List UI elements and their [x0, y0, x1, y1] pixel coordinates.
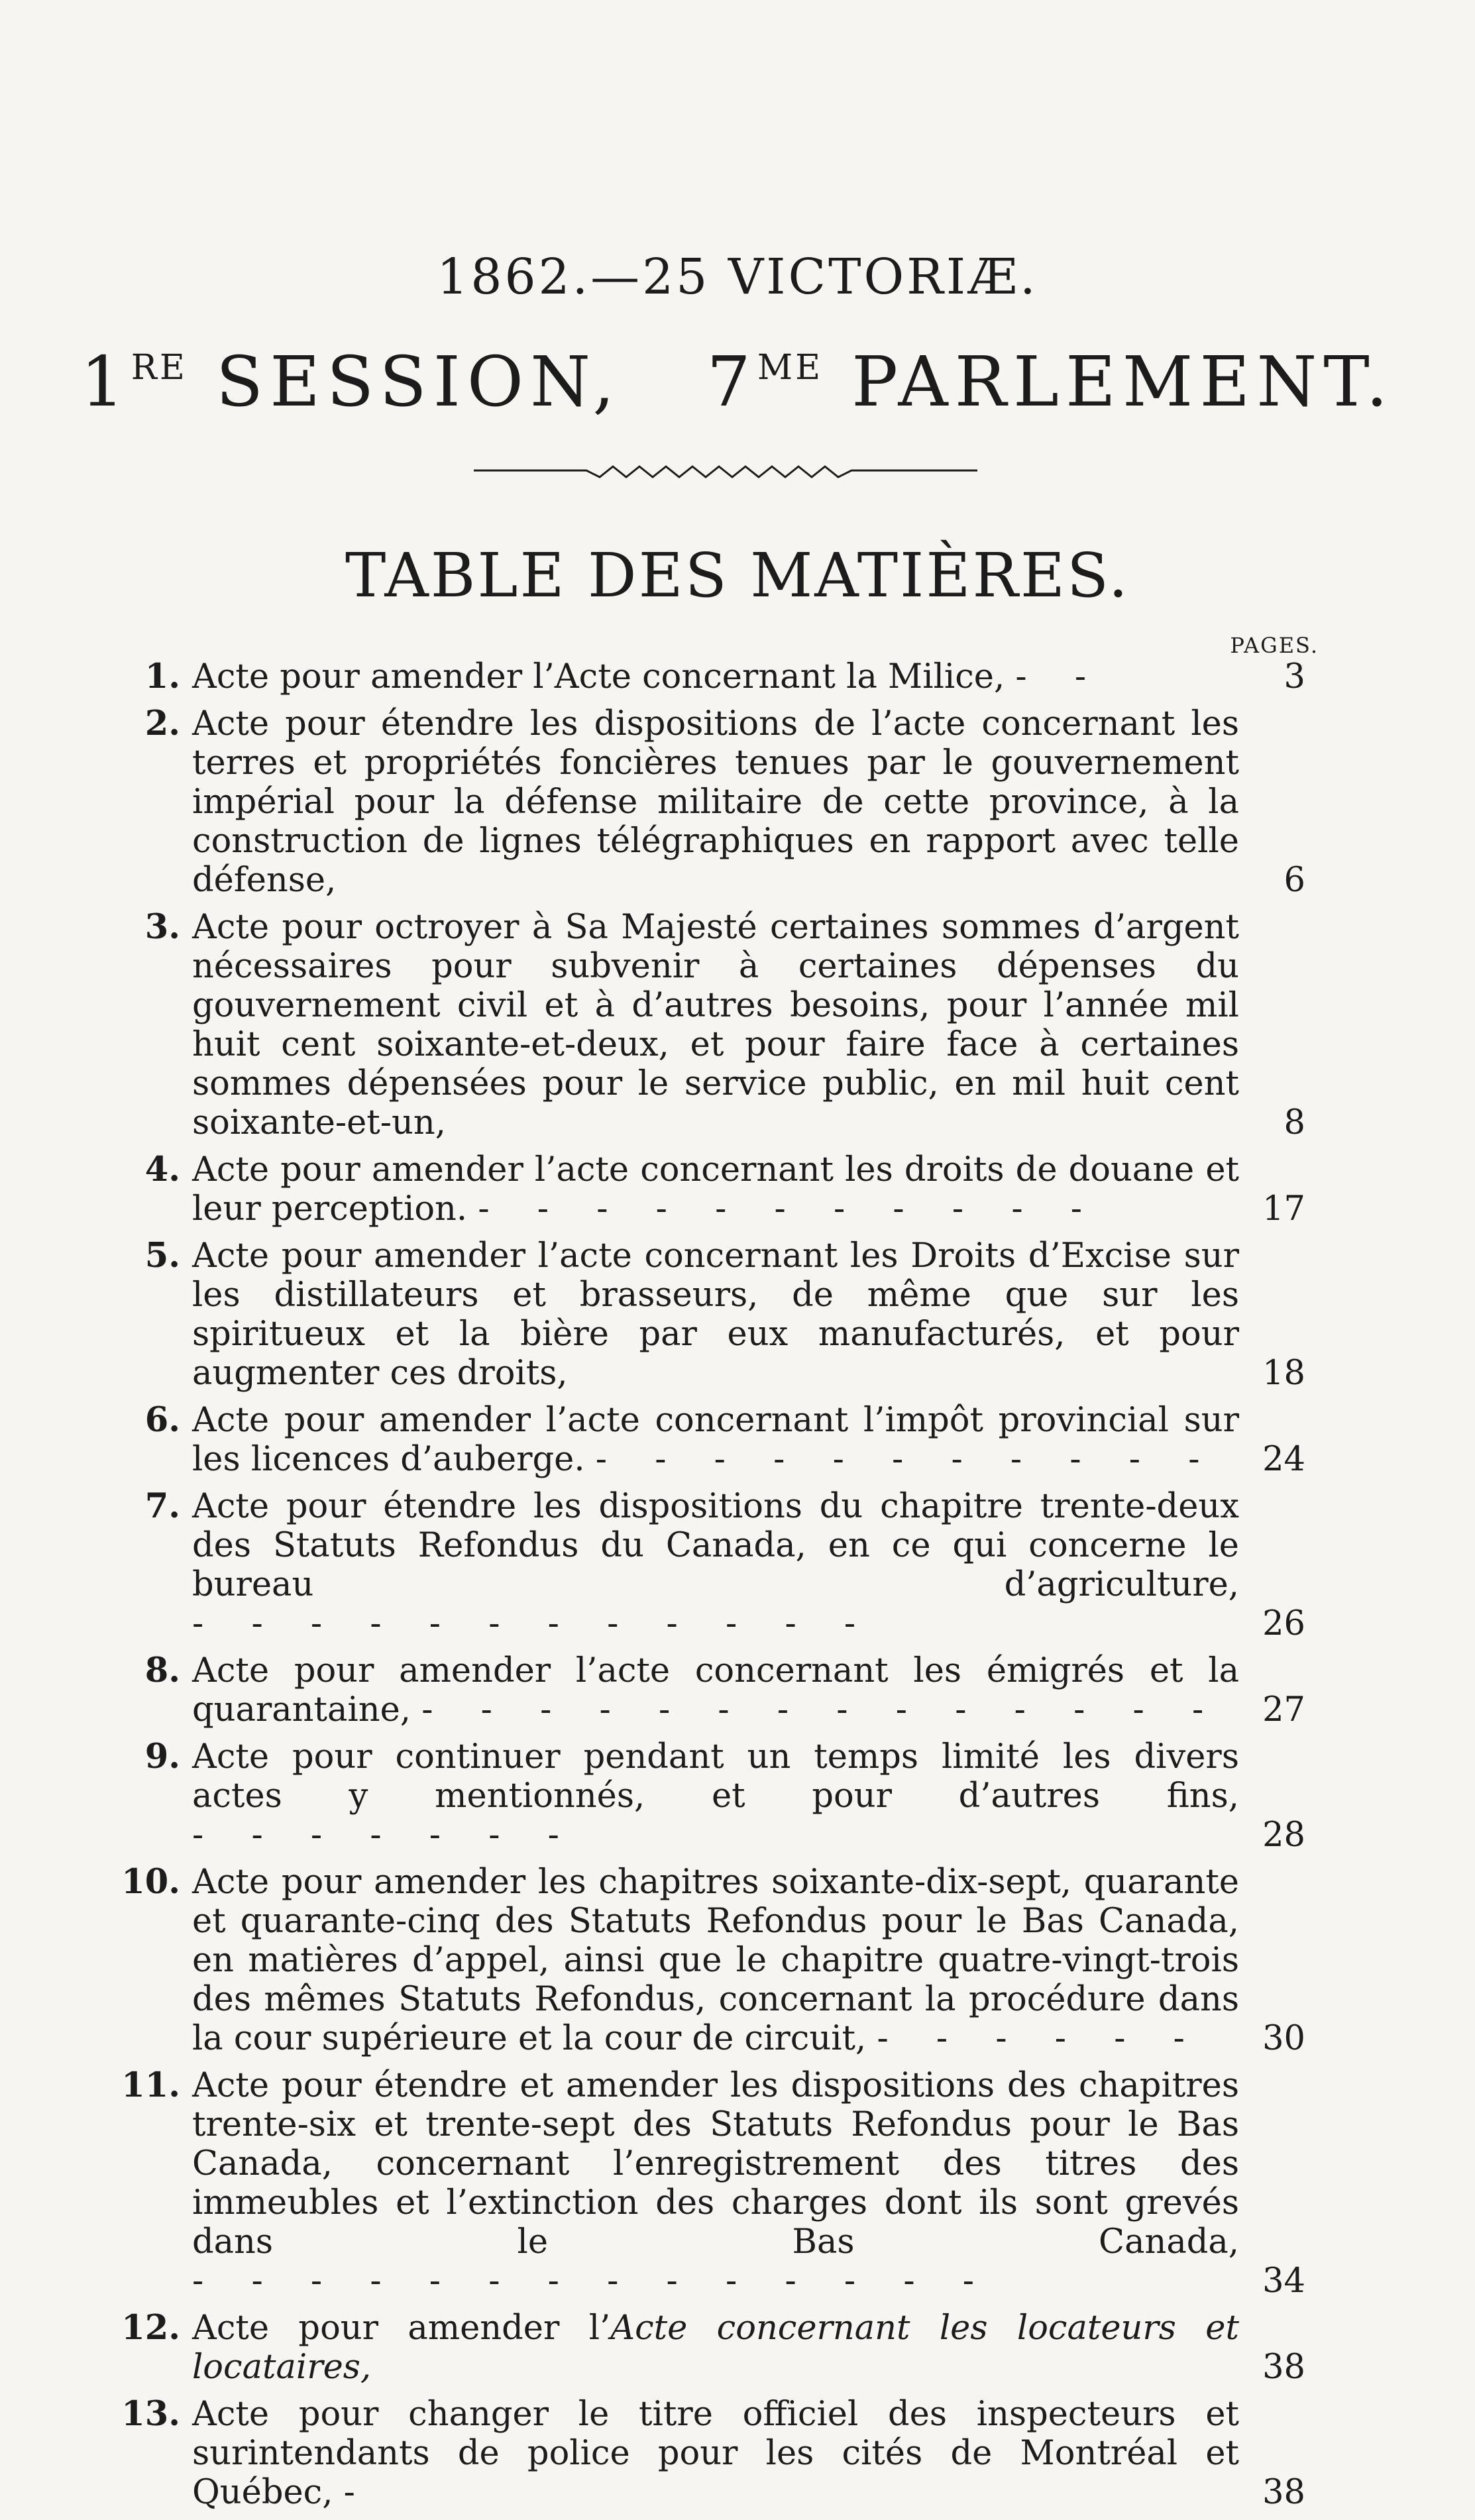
entry-number: 12.	[121, 2308, 180, 2348]
entry-page: 38	[1262, 2473, 1305, 2512]
toc-entry-11	[106, 2066, 1305, 2301]
toc-entry-10	[106, 1863, 1305, 2058]
toc-entry-7	[106, 1487, 1305, 1643]
entry-number: 7.	[144, 1486, 180, 1526]
entry-title: Acte pour continuer pendant un temps limité les divers actes y mentionnés, et pour d’autres fins, - - - - - - -	[192, 1737, 1239, 1855]
toc-entry-4	[106, 1150, 1305, 1229]
entry-page: 6	[1284, 861, 1305, 900]
entry-page: 26	[1262, 1604, 1305, 1643]
toc-entry-3	[106, 908, 1305, 1142]
entry-leader: - - - - - - - - - - - - - -	[192, 2262, 993, 2301]
entry-leader: - - - - - - -	[192, 1816, 578, 1855]
entry-leader: - - - - - - - - - - -	[595, 1440, 1219, 1479]
toc-entry-9	[106, 1737, 1305, 1855]
entry-page: 28	[1262, 1816, 1305, 1855]
entry-page: 8	[1284, 1103, 1305, 1142]
year-heading: 1862.—25 VICTORIÆ.	[437, 248, 1038, 305]
entry-page: 38	[1262, 2348, 1305, 2387]
ornamental-rule	[474, 457, 977, 484]
entry-title: Acte pour étendre et amender les dispositions des chapitres trente-six et trente-sept des Statuts Refondus pour le Bas Canada, concernant l’enregistrement des titres des immeubles et l’extinction des charges dont ils sont grevés dans le Bas Canada, - - - - - - - - - - - - - -	[192, 2066, 1239, 2301]
entry-title: Acte pour étendre les dispositions de l’acte concernant les terres et propriétés foncières tenues par le gouvernement impérial pour la défense militaire de cette province, à la construction de lignes télégraphiques en rapport avec telle défense,	[192, 704, 1239, 900]
pages-column-label: PAGES.	[1230, 633, 1319, 658]
entry-title: Acte pour octroyer à Sa Majesté certaines sommes d’argent nécessaires pour subvenir à certaines dépenses du gouvernement civil et à d’autres besoins, pour l’année mil huit cent soixante-et-deux, et pour faire face à certaines sommes dépensées pour le service public, en mil huit cent soixante-et-un,	[192, 908, 1239, 1142]
toc-entry-2	[106, 704, 1305, 900]
entry-leader: - - - - - - - - - - -	[478, 1189, 1101, 1229]
toc-entry-13	[106, 2395, 1305, 2512]
entry-title: Acte pour amender l’Acte concernant les locateurs et locataires,	[192, 2309, 1239, 2387]
table-of-contents-title: TABLE DES MATIÈRES.	[345, 540, 1130, 611]
parliament-superscript: ME	[757, 348, 824, 388]
toc-entry-6	[106, 1401, 1305, 1479]
entry-leader: - - - - - - - - - - - - - -	[421, 1690, 1223, 1729]
entry-number: 9.	[144, 1737, 180, 1777]
session-heading	[0, 341, 1475, 422]
entry-number: 8.	[144, 1651, 180, 1690]
entry-number: 1.	[144, 657, 180, 696]
toc-entry-8	[106, 1651, 1305, 1729]
entry-leader: - - - - - -	[877, 2019, 1203, 2058]
entry-page: 18	[1262, 1354, 1305, 1393]
entry-leader: -	[343, 2473, 374, 2512]
entry-title: Acte pour étendre les dispositions du chapitre trente-deux des Statuts Refondus du Canada, en ce qui concerne le bureau d’agriculture, - - - - - - - - - - - -	[192, 1487, 1239, 1643]
entry-page: 34	[1262, 2262, 1305, 2301]
entry-title: Acte pour amender l’acte concernant les droits de douane et leur perception. - - - - - - - - - - -	[192, 1150, 1239, 1229]
parliament-number: 7	[706, 341, 757, 422]
entry-leader: - - - - - - - - - - - -	[192, 1604, 875, 1643]
toc-entry-1	[106, 657, 1305, 696]
entry-number: 11.	[121, 2065, 180, 2105]
entry-page: 30	[1262, 2019, 1305, 2058]
toc-entry-12	[106, 2309, 1305, 2387]
entry-number: 10.	[121, 1862, 180, 1902]
entry-title: Acte pour changer le titre officiel des inspecteurs et surintendants de police pour les cités de Montréal et Québec, -	[192, 2395, 1239, 2512]
entry-page: 24	[1262, 1440, 1305, 1479]
session-superscript: RE	[131, 348, 188, 388]
entry-leader: - -	[1015, 657, 1105, 696]
toc-entry-list	[106, 657, 1305, 2520]
toc-entry-5	[106, 1236, 1305, 1393]
entry-title: Acte pour amender l’acte concernant les émigrés et la quarantaine, - - - - - - - - - - - - - -	[192, 1651, 1239, 1729]
parliament-word: PARLEMENT.	[851, 341, 1395, 422]
entry-number: 5.	[144, 1236, 180, 1276]
session-word: SESSION,	[215, 341, 622, 422]
session-number: 1	[80, 341, 131, 422]
entry-page: 27	[1262, 1690, 1305, 1729]
entry-title: Acte pour amender les chapitres soixante-dix-sept, quarante et quarante-cinq des Statuts Refondus pour le Bas Canada, en matières d’appel, ainsi que le chapitre quatre-vingt-trois des mêmes Statuts Refondus, concernant la procédure dans la cour supérieure et la cour de circuit, - - - - - -	[192, 1863, 1239, 2058]
entry-number: 6.	[144, 1400, 180, 1440]
entry-title: Acte pour amender l’acte concernant les Droits d’Excise sur les distillateurs et brasseurs, de même que sur les spiritueux et la bière par eux manufacturés, et pour augmenter ces droits,	[192, 1236, 1239, 1393]
entry-title: Acte pour amender l’Acte concernant la Milice, - -	[192, 657, 1105, 696]
entry-page: 17	[1262, 1189, 1305, 1229]
entry-italic-title: Acte concernant les locateurs et locataires,	[192, 2309, 1239, 2387]
entry-number: 4.	[144, 1150, 180, 1189]
entry-number: 2.	[144, 704, 180, 743]
entry-title: Acte pour amender l’acte concernant l’impôt provincial sur les licences d’auberge. - - - - - - - - - - -	[192, 1401, 1239, 1479]
entry-page: 3	[1284, 657, 1305, 696]
entry-number: 3.	[144, 907, 180, 947]
entry-number: 13.	[121, 2394, 180, 2434]
